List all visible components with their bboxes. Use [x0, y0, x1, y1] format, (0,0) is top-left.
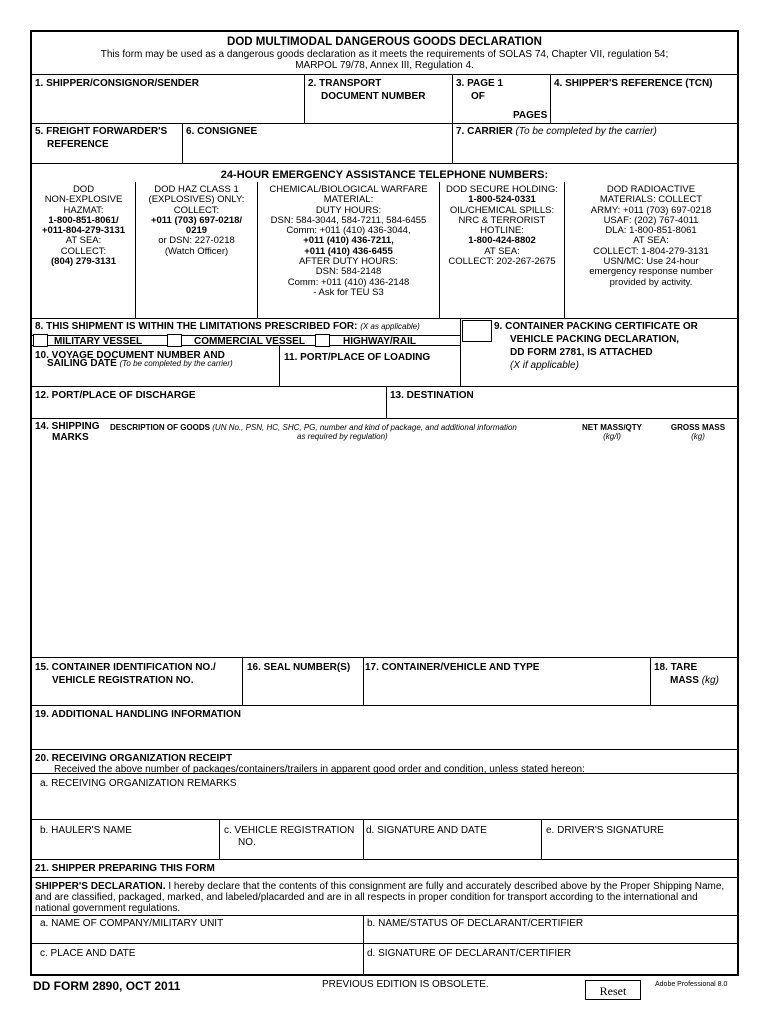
- text-line: NRC & TERRORIST: [458, 214, 546, 226]
- box10-note: (To be completed by the carrier): [119, 359, 233, 368]
- box6-label: 6. CONSIGNEE: [186, 126, 258, 137]
- box21a-label: a. NAME OF COMPANY/MILITARY UNIT: [40, 918, 224, 929]
- box9-label-line3: DD FORM 2781, IS ATTACHED: [510, 347, 653, 358]
- declaration-line2: and are classified, packaged, marked, and labeled/placarded and are in all respects in proper condition for transport according to the international and: [35, 892, 698, 903]
- phone-number: USAF: (202) 767-4011: [603, 214, 699, 226]
- phone-number: DSN: 584-3044, 584-7211, 584-6455: [270, 214, 427, 226]
- emergency-col-radioactive: [565, 185, 737, 288]
- software-version: Adobe Professional 8.0: [655, 981, 728, 988]
- box13-input[interactable]: [387, 402, 736, 417]
- box11-input[interactable]: [280, 365, 459, 385]
- text-line: DOD SECURE HOLDING:: [446, 184, 558, 195]
- box12-label: 12. PORT/PLACE OF DISCHARGE: [35, 390, 196, 401]
- divider: [32, 418, 737, 419]
- net-mass-unit: (kg/l): [603, 432, 621, 441]
- phone-number: Comm: +011 (410) 436-3044,: [286, 225, 411, 237]
- text-line: (Watch Officer): [164, 245, 229, 257]
- phone-number: 1-800-424-8802: [468, 235, 536, 247]
- box10-input[interactable]: [33, 370, 278, 385]
- box9-label-line2: VEHICLE PACKING DECLARATION,: [510, 334, 680, 345]
- divider: [32, 943, 737, 944]
- box16-input[interactable]: [243, 674, 362, 704]
- box18-unit: (kg): [701, 675, 719, 686]
- box21c-input[interactable]: [33, 960, 362, 974]
- box7-input[interactable]: [453, 138, 736, 162]
- divider: [32, 877, 737, 878]
- box20d-input[interactable]: [364, 837, 540, 858]
- form-title: DOD MULTIMODAL DANGEROUS GOODS DECLARATION: [227, 36, 542, 48]
- emergency-col-chemical: [258, 185, 439, 298]
- text-line: NON-EXPLOSIVE: [44, 194, 123, 206]
- box20e-input[interactable]: [542, 837, 736, 858]
- box21d-label: d. SIGNATURE OF DECLARANT/CERTIFIER: [367, 948, 572, 959]
- military-vessel-checkbox[interactable]: [33, 334, 48, 347]
- box20e-label: e. DRIVER'S SIGNATURE: [546, 825, 664, 836]
- commercial-vessel-checkbox[interactable]: [167, 334, 182, 347]
- phone-number: COLLECT: 1-804-279-3131: [593, 245, 709, 257]
- phone-number: 1-800-851-8061/: [48, 214, 119, 226]
- box12-input[interactable]: [33, 402, 385, 417]
- box14-desc-label: DESCRIPTION OF GOODS: [110, 423, 211, 432]
- emergency-col-secure-holding: [440, 185, 564, 267]
- box21-label: 21. SHIPPER PREPARING THIS FORM: [35, 863, 215, 874]
- box10-label-line1: 10. VOYAGE DOCUMENT NUMBER AND: [35, 350, 225, 361]
- box9-checkbox[interactable]: [462, 320, 492, 342]
- text-line: COLLECT:: [173, 204, 220, 216]
- box14-label-line1: 14. SHIPPING: [35, 421, 100, 432]
- text-line: AT SEA:: [484, 245, 520, 257]
- box14-label-line2: MARKS: [52, 432, 89, 443]
- box20c-input[interactable]: [262, 837, 362, 858]
- phone-number: 0219: [185, 225, 208, 237]
- box4-label: 4. SHIPPER'S REFERENCE (TCN): [554, 78, 713, 89]
- phone-number: ARMY: +011 (703) 697-0218: [590, 204, 712, 216]
- box21b-input[interactable]: [364, 929, 736, 942]
- box2-label-line1: 2. TRANSPORT: [308, 78, 382, 89]
- box1-input[interactable]: [33, 90, 303, 122]
- text-line: AT SEA:: [65, 235, 102, 247]
- divider: [32, 819, 737, 820]
- phone-number: +011-804-279-3131: [41, 225, 126, 237]
- box5-label-line2: REFERENCE: [47, 139, 109, 150]
- declaration-line1: I hereby declare that the contents of this consignment are fully and accurately described above by the Proper Shipping Name,: [165, 881, 725, 892]
- text-line: DOD RADIOACTIVE: [606, 184, 696, 195]
- box10-label-line2: SAILING DATE: [47, 358, 117, 369]
- box13-label: 13. DESTINATION: [390, 390, 474, 401]
- form-subtitle-line-1: This form may be used as a dangerous goods declaration as it meets the requirements of SOLAS 74, Chapter VII, regulation 54;: [100, 49, 669, 60]
- box9-note: (X if applicable): [510, 360, 579, 371]
- form-number: DD FORM 2890, OCT 2011: [33, 979, 181, 993]
- divider: [32, 163, 737, 164]
- obsolete-notice: PREVIOUS EDITION IS OBSOLETE.: [322, 979, 489, 990]
- emergency-title: 24-HOUR EMERGENCY ASSISTANCE TELEPHONE NUMBERS:: [220, 169, 549, 181]
- box7-label: 7. CARRIER: [456, 126, 513, 137]
- box18-label-line2: MASS: [670, 675, 699, 686]
- box19-label: 19. ADDITIONAL HANDLING INFORMATION: [35, 709, 241, 720]
- divider: [32, 74, 737, 75]
- dd-form-2890: [30, 30, 739, 976]
- box7-note: (To be completed by the carrier): [515, 126, 657, 137]
- highway-rail-checkbox[interactable]: [315, 334, 330, 347]
- divider: [460, 318, 461, 386]
- text-line: MATERIAL:: [323, 194, 374, 206]
- text-line: USN/MC: Use 24-hour: [603, 256, 699, 268]
- box1-label: 1. SHIPPER/CONSIGNOR/SENDER: [35, 78, 199, 89]
- text-line: CHEMICAL/BIOLOGICAL WARFARE: [269, 184, 428, 195]
- divider: [32, 749, 737, 750]
- text-line: emergency response number: [589, 266, 713, 278]
- form-subtitle-line-2: MARPOL 79/78, Annex III, Regulation 4.: [295, 60, 474, 71]
- phone-number: Comm: +011 (410) 436-2148: [287, 276, 410, 288]
- box20c-label-line1: c. VEHICLE REGISTRATION: [224, 825, 355, 836]
- box3-pages-input[interactable]: [487, 91, 547, 109]
- box5-input[interactable]: [33, 151, 181, 162]
- box20b-label: b. HAULER'S NAME: [40, 825, 132, 836]
- box11-label: 11. PORT/PLACE OF LOADING: [284, 352, 431, 363]
- box17-input[interactable]: [364, 674, 649, 704]
- box17-label: 17. CONTAINER/VEHICLE AND TYPE: [365, 662, 540, 673]
- box6-input[interactable]: [183, 138, 451, 162]
- text-line: MATERIALS: COLLECT: [599, 194, 703, 206]
- commercial-vessel-label: COMMERCIAL VESSEL: [194, 336, 305, 347]
- text-line: COLLECT:: [60, 245, 107, 257]
- declaration-line3: national government regulations.: [35, 903, 181, 914]
- divider: [32, 123, 737, 124]
- highway-rail-label: HIGHWAY/RAIL: [343, 336, 416, 347]
- box20-label: 20. RECEIVING ORGANIZATION RECEIPT: [35, 753, 233, 764]
- box14-desc-note-1: (UN No., PSN, HC, SHC, PG, number and kind of package, and additional information: [212, 423, 517, 432]
- box14-desc-note-2: as required by regulation): [297, 432, 388, 441]
- box21d-input[interactable]: [364, 960, 736, 974]
- text-line: DOD: [72, 184, 95, 195]
- box8-label: 8. THIS SHIPMENT IS WITHIN THE LIMITATIONS PRESCRIBED FOR:: [35, 321, 358, 332]
- emergency-col-hazmat: [32, 185, 135, 267]
- text-line: DOD HAZ CLASS 1: [154, 184, 239, 195]
- box3-page-input[interactable]: [492, 78, 548, 90]
- box2-input[interactable]: [305, 104, 451, 122]
- box15-label-line2: VEHICLE REGISTRATION NO.: [52, 675, 194, 686]
- divider: [32, 318, 737, 319]
- box21c-label: c. PLACE AND DATE: [40, 948, 136, 959]
- text-line: provided by activity.: [609, 276, 693, 288]
- box4-input[interactable]: [551, 90, 736, 122]
- box8-note: (X as applicable): [360, 322, 420, 331]
- box2-label-line2: DOCUMENT NUMBER: [321, 91, 426, 102]
- divider: [32, 859, 737, 860]
- box14-goods-input[interactable]: [33, 443, 736, 656]
- box3-label-line2: OF: [471, 91, 485, 102]
- box20-text: Received the above number of packages/containers/trailers in apparent good order and condition, unless stated hereon:: [54, 764, 585, 775]
- phone-number: 1-800-524-0331: [468, 194, 536, 206]
- text-line: AT SEA:: [633, 235, 669, 247]
- box9-label-line1: 9. CONTAINER PACKING CERTIFICATE OR: [494, 321, 698, 332]
- text-line: DUTY HOURS:: [315, 204, 382, 216]
- box15-input[interactable]: [33, 687, 241, 704]
- box20a-label: a. RECEIVING ORGANIZATION REMARKS: [40, 778, 237, 789]
- box21a-input[interactable]: [33, 929, 362, 942]
- box15-label-line1: 15. CONTAINER IDENTIFICATION NO./: [35, 662, 216, 673]
- phone-number: DLA: 1-800-851-8061: [605, 225, 697, 237]
- phone-number: COLLECT: 202-267-2675: [448, 256, 556, 268]
- phone-number: DSN: 584-2148: [315, 266, 382, 278]
- text-line: AFTER DUTY HOURS:: [298, 256, 399, 268]
- box20b-input[interactable]: [33, 837, 218, 858]
- phone-number: +011 (410) 436-7211,: [303, 235, 394, 247]
- box20a-input[interactable]: [33, 790, 736, 818]
- text-line: HAZMAT:: [63, 204, 104, 216]
- box3-label-line3: PAGES: [513, 110, 548, 121]
- box19-input[interactable]: [33, 722, 736, 748]
- text-line: HOTLINE:: [480, 225, 524, 237]
- divider: [32, 657, 737, 658]
- divider: [32, 705, 737, 706]
- box3-label-line1: 3. PAGE 1: [456, 78, 504, 89]
- box16-label: 16. SEAL NUMBER(S): [247, 662, 351, 673]
- box21b-label: b. NAME/STATUS OF DECLARANT/CERTIFIER: [367, 918, 584, 929]
- text-line: or DSN: 227-0218: [158, 235, 235, 247]
- military-vessel-label: MILITARY VESSEL: [54, 336, 143, 347]
- phone-number: +011 (703) 697-0218/: [150, 214, 243, 226]
- phone-number: (804) 279-3131: [51, 256, 116, 268]
- box5-label-line1: 5. FREIGHT FORWARDER'S: [35, 126, 168, 137]
- gross-mass-label: GROSS MASS: [670, 423, 726, 432]
- declaration-title: SHIPPER'S DECLARATION.: [35, 881, 166, 892]
- net-mass-label: NET MASS/QTY: [581, 423, 642, 432]
- box18-label-line1: 18. TARE: [654, 662, 698, 673]
- reset-button[interactable]: Reset: [585, 980, 641, 1000]
- gross-mass-unit: (kg): [691, 432, 705, 441]
- divider: [32, 915, 737, 916]
- emergency-col-explosives: [136, 185, 257, 257]
- divider: [32, 386, 737, 387]
- box20d-label: d. SIGNATURE AND DATE: [366, 825, 487, 836]
- text-line: OIL/CHEMICAL SPILLS:: [449, 204, 555, 216]
- box20c-label-line2: NO.: [238, 837, 256, 848]
- text-line: (EXPLOSIVES) ONLY:: [148, 194, 245, 206]
- box18-input[interactable]: [651, 687, 736, 704]
- phone-number: +011 (410) 436-6455: [304, 245, 393, 257]
- text-line: - Ask for TEU S3: [313, 286, 384, 298]
- divider: [219, 819, 220, 859]
